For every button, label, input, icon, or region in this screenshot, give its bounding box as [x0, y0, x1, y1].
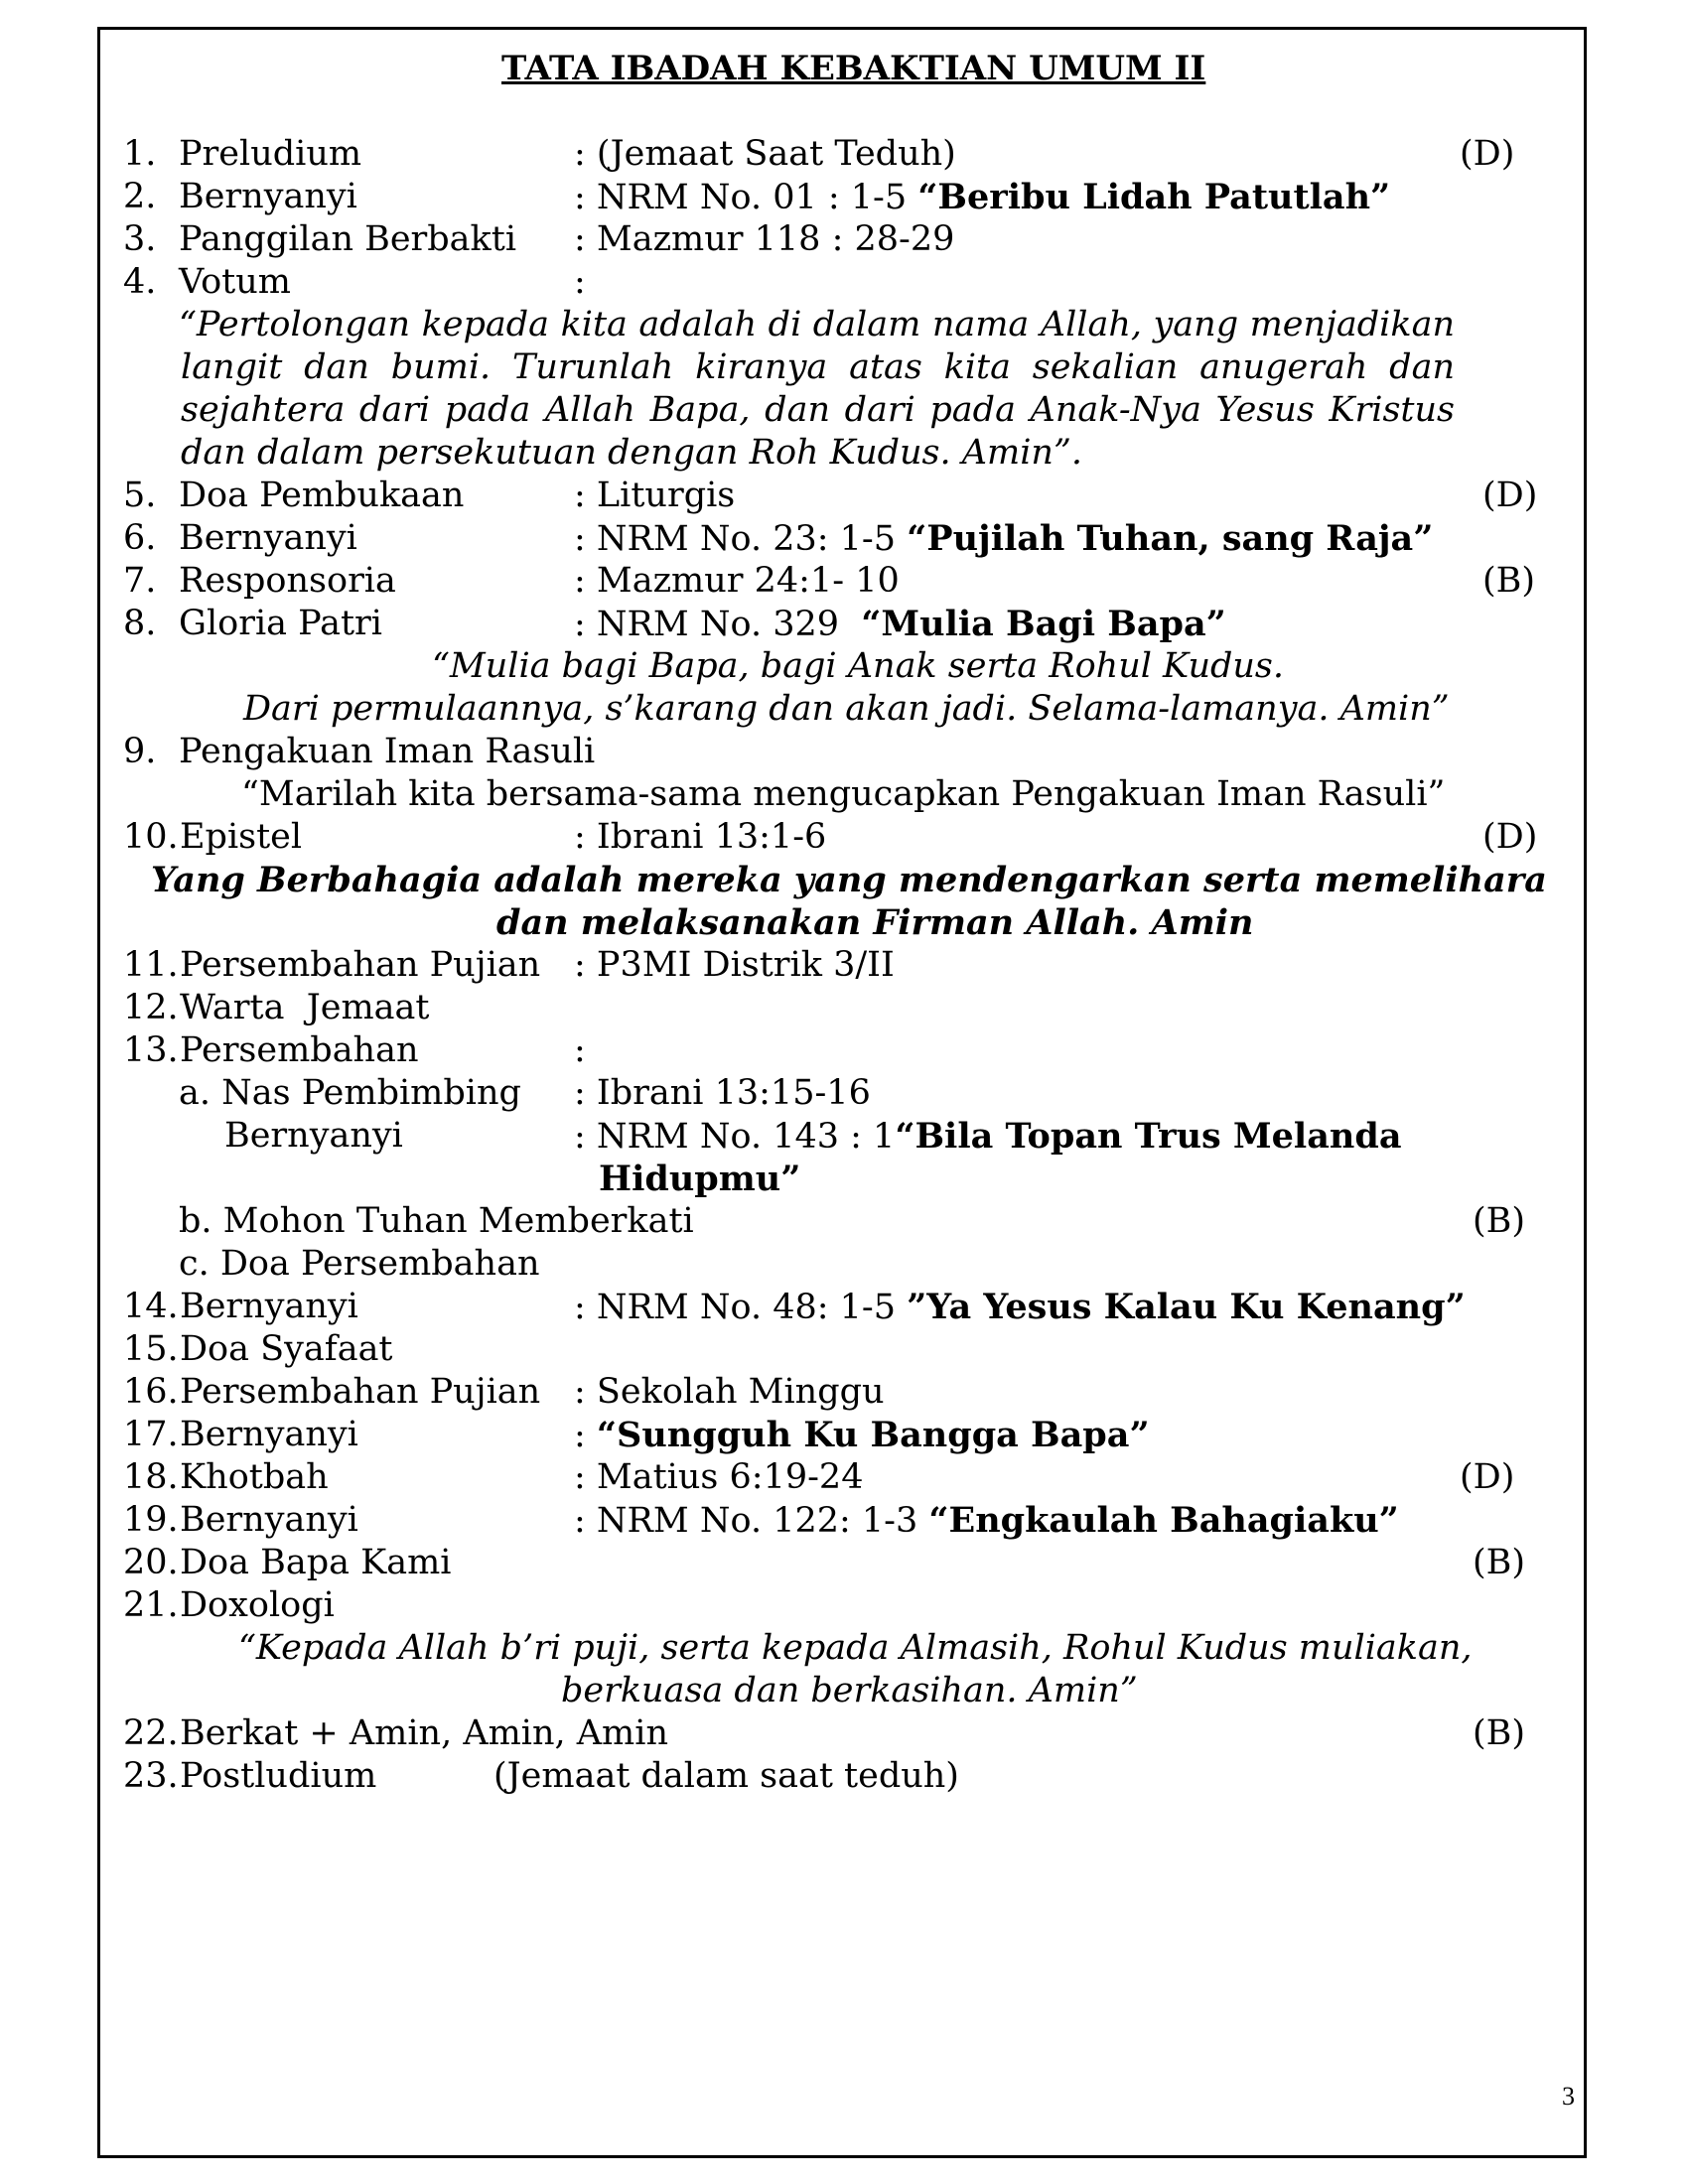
item-label: Postludium [180, 1756, 377, 1796]
song-title: “Bila Topan Trus Melanda [895, 1116, 1402, 1157]
item-label: Berkat + Amin, Amin, Amin [180, 1713, 668, 1753]
item-detail [574, 1499, 1399, 1543]
item-mark: (D) [1482, 476, 1538, 515]
item-mark: (D) [1460, 134, 1515, 174]
sub-item-label: a. Nas Pembimbing [179, 1073, 521, 1113]
item-number: 18. [123, 1457, 179, 1497]
item-label: Khotbah [180, 1457, 329, 1497]
item-label: Epistel [180, 817, 303, 857]
item-label: Panggilan Berbakti [179, 219, 517, 259]
item-label: Responsoria [179, 561, 396, 601]
item-detail-text: : [574, 1416, 597, 1455]
item-detail: (Jemaat dalam saat teduh) [493, 1756, 959, 1796]
song-title: “Pujilah Tuhan, sang Raja” [907, 518, 1434, 559]
item-label: Votum [179, 262, 291, 302]
item-detail-text: : NRM No. 122: 1-3 [574, 1501, 929, 1541]
item-number: 1. [123, 134, 157, 174]
song-title: ”Ya Yesus Kalau Ku Kenang” [907, 1287, 1466, 1327]
item-number: 7. [123, 561, 157, 601]
item-detail [574, 517, 1433, 561]
votum-text: langit dan bumi. Turunlah kiranya atas kita sekalian anugerah dan [181, 347, 1455, 387]
item-number: 8. [123, 604, 157, 643]
item-number: 5. [123, 476, 157, 515]
item-number: 2. [123, 177, 157, 216]
item-detail: : P3MI Distrik 3/II [574, 945, 895, 985]
votum-text: sejahtera dari pada Allah Bapa, dan dari pada Anak-Nya Yesus Kristus [181, 390, 1455, 430]
sub-item-label: b. Mohon Tuhan Memberkati [179, 1201, 694, 1241]
item-number: 12. [123, 988, 179, 1027]
sub-item-label: c. Doa Persembahan [179, 1244, 540, 1284]
item-detail-text: : NRM No. 329 [574, 605, 862, 644]
item-number: 14. [123, 1287, 179, 1326]
item-detail [574, 603, 1226, 646]
item-number: 21. [123, 1585, 179, 1625]
item-label: Persembahan [180, 1030, 419, 1070]
item-number: 9. [123, 732, 157, 771]
item-detail: : Liturgis [574, 476, 736, 515]
item-number: 19. [123, 1500, 179, 1540]
item-label: Persembahan Pujian [180, 1372, 541, 1412]
page-title: TATA IBADAH KEBAKTIAN UMUM II [501, 49, 1206, 88]
epistel-response: dan melaksanakan Firman Allah. Amin [496, 902, 1254, 943]
item-number: 6. [123, 518, 157, 558]
item-label: Doxologi [180, 1585, 335, 1625]
item-number: 4. [123, 262, 157, 302]
item-mark: (B) [1482, 561, 1536, 601]
sub-item-label: Bernyanyi [224, 1116, 403, 1156]
item-number: 16. [123, 1372, 179, 1412]
item-mark: (B) [1473, 1543, 1526, 1582]
sub-item-detail: : Ibrani 13:15-16 [574, 1073, 871, 1113]
item-label: Gloria Patri [179, 604, 382, 643]
item-detail [574, 1286, 1466, 1329]
item-label: Doa Bapa Kami [180, 1543, 452, 1582]
item-label: Bernyanyi [179, 518, 357, 558]
item-detail: : Mazmur 24:1- 10 [574, 561, 900, 601]
item-detail [574, 176, 1390, 219]
item-detail-text: : NRM No. 48: 1-5 [574, 1288, 908, 1327]
item-number: 22. [123, 1713, 179, 1753]
item-detail: : [574, 1030, 586, 1070]
item-detail: : Sekolah Minggu [574, 1372, 885, 1412]
item-mark: (D) [1460, 1457, 1515, 1497]
song-title: “Beribu Lidah Patutlah” [917, 177, 1391, 217]
item-label: Doa Syafaat [180, 1329, 393, 1369]
doxologi-text: “Kepada Allah b’ri puji, serta kepada Almasih, Rohul Kudus muliakan, [238, 1628, 1473, 1668]
item-number: 23. [123, 1756, 179, 1796]
item-detail-text: : NRM No. 23: 1-5 [574, 519, 908, 559]
epistel-response: Yang Berbahagia adalah mereka yang mendengarkan serta memelihara [151, 860, 1547, 900]
sub-item-detail [574, 1115, 1402, 1159]
item-label: Bernyanyi [180, 1415, 358, 1454]
item-number: 11. [123, 945, 179, 985]
item-label: Pengakuan Iman Rasuli [179, 732, 596, 771]
gloria-text: Dari permulaannya, s’karang dan akan jadi. Selama-lamanya. Amin” [243, 689, 1450, 729]
votum-text: “Pertolongan kepada kita adalah di dalam nama Allah, yang menjadikan [179, 305, 1455, 344]
gloria-text: “Mulia bagi Bapa, bagi Anak serta Rohul Kudus. [432, 646, 1285, 686]
item-number: 20. [123, 1543, 179, 1582]
sub-item-detail-text: : NRM No. 143 : 1 [574, 1117, 896, 1157]
creed-text: “Marilah kita bersama-sama mengucapkan Pengakuan Iman Rasuli” [241, 774, 1446, 814]
item-detail: : (Jemaat Saat Teduh) [574, 134, 956, 174]
item-label: Doa Pembukaan [179, 476, 465, 515]
item-detail: : Mazmur 118 : 28-29 [574, 219, 955, 259]
song-title: Hidupmu” [599, 1159, 801, 1199]
item-number: 3. [123, 219, 157, 259]
item-label: Persembahan Pujian [180, 945, 541, 985]
song-title: “Mulia Bagi Bapa” [861, 604, 1226, 644]
item-detail-text: : NRM No. 01 : 1-5 [574, 178, 918, 217]
song-title: “Engkaulah Bahagiaku” [928, 1500, 1399, 1541]
item-detail: : Matius 6:19-24 [574, 1457, 864, 1497]
item-mark: (B) [1473, 1201, 1526, 1241]
item-detail: : [574, 262, 586, 302]
item-number: 17. [123, 1415, 179, 1454]
item-label: Preludium [179, 134, 362, 174]
item-label: Warta Jemaat [180, 988, 430, 1027]
item-detail [574, 1414, 1150, 1457]
doxologi-text: berkuasa dan berkasihan. Amin” [561, 1671, 1138, 1710]
item-label: Bernyanyi [179, 177, 357, 216]
page-number: 3 [1562, 2082, 1575, 2111]
item-label: Bernyanyi [180, 1287, 358, 1326]
item-mark: (B) [1473, 1713, 1526, 1753]
item-label: Bernyanyi [180, 1500, 358, 1540]
item-number: 10. [123, 817, 179, 857]
votum-text: dan dalam persekutuan dengan Roh Kudus. Amin”. [181, 433, 1082, 473]
song-title: “Sungguh Ku Bangga Bapa” [596, 1415, 1150, 1455]
item-detail: : Ibrani 13:1-6 [574, 817, 827, 857]
item-mark: (D) [1482, 817, 1538, 857]
item-number: 15. [123, 1329, 179, 1369]
item-number: 13. [123, 1030, 179, 1070]
